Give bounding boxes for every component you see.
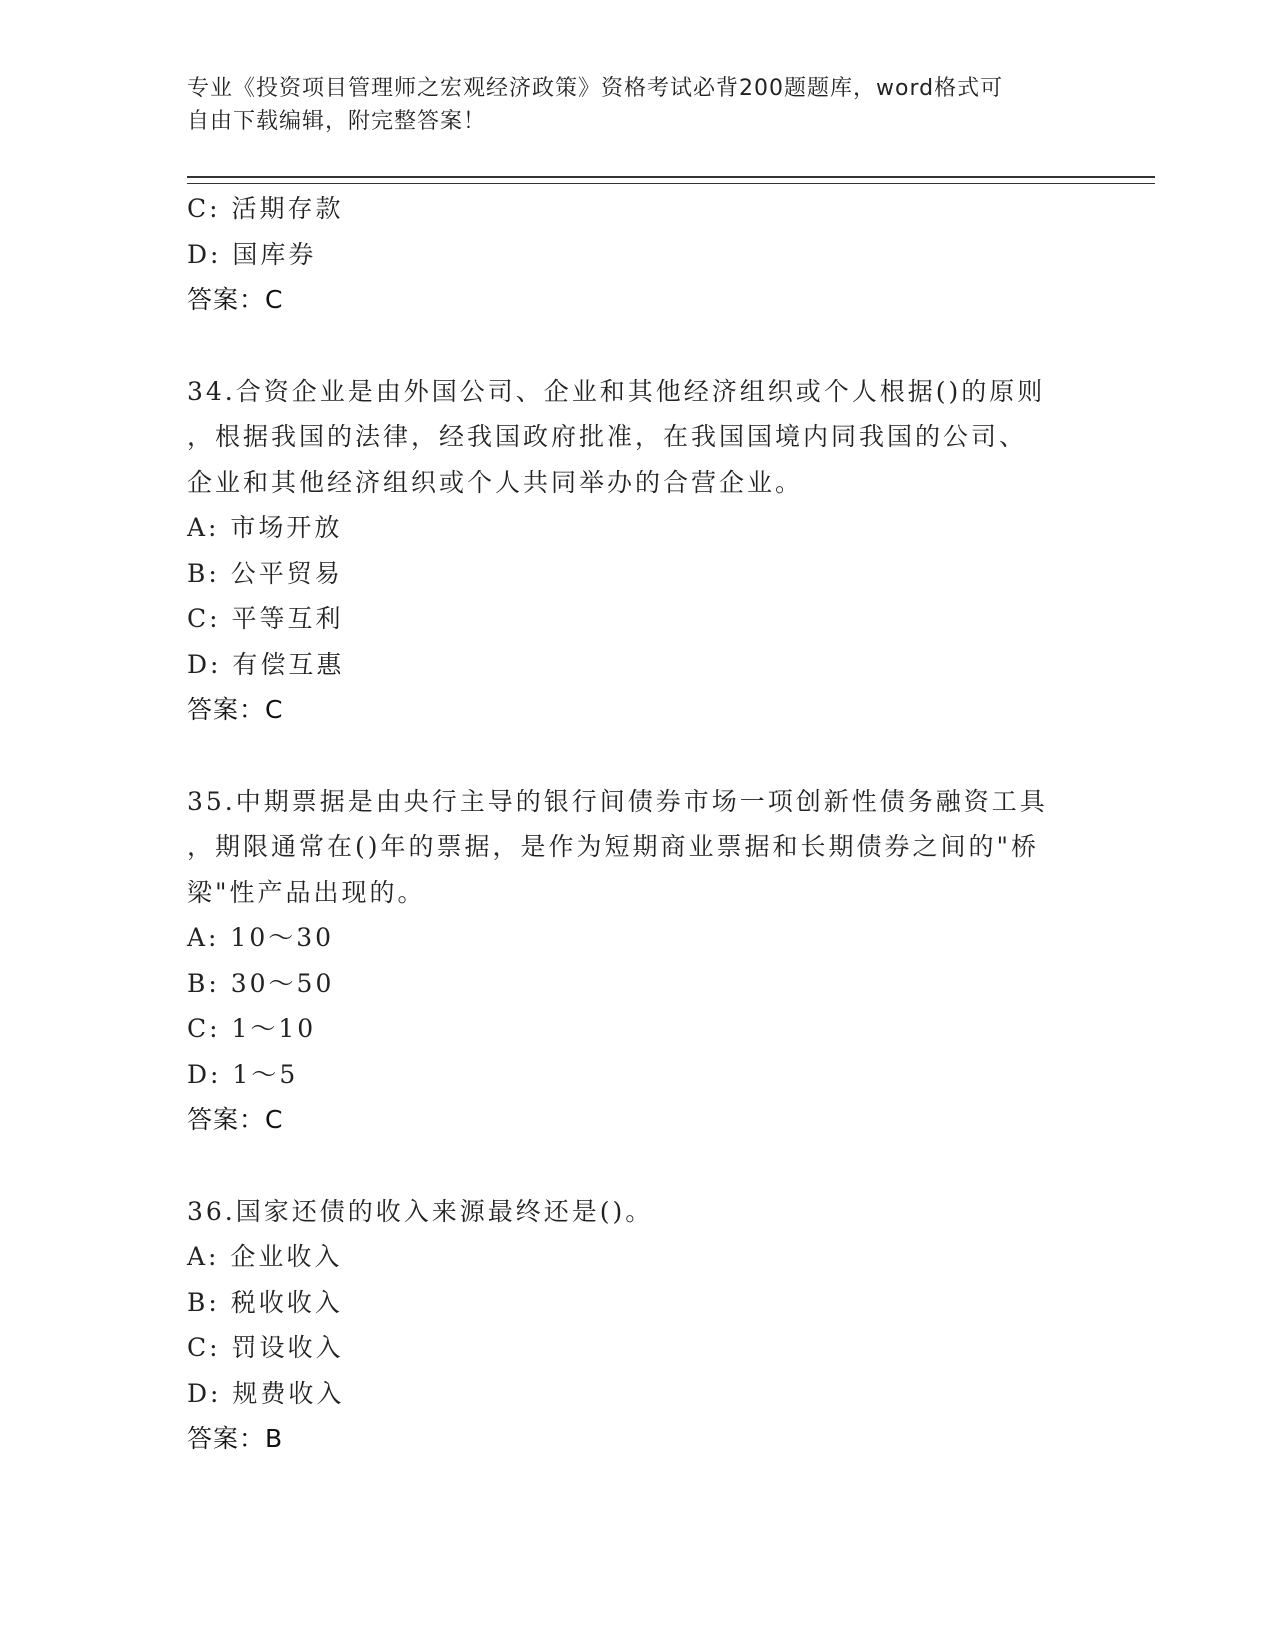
option-d: D: 1～5 bbox=[187, 1059, 299, 1089]
option-b: B: 30～50 bbox=[187, 968, 335, 998]
question-fragment-33 bbox=[187, 186, 1087, 323]
option-b: B: 公平贸易 bbox=[187, 558, 343, 588]
option-c: C: 活期存款 bbox=[187, 194, 344, 223]
option-a: A: 企业收入 bbox=[187, 1242, 343, 1271]
question-36 bbox=[187, 1189, 1087, 1462]
answer-line: 答案：C bbox=[187, 695, 284, 724]
option-a: A: 10～30 bbox=[187, 923, 335, 952]
question-stem-line: 36.国家还债的收入来源最终还是()。 bbox=[187, 1196, 654, 1226]
question-list bbox=[187, 186, 1087, 1462]
header-line-2: 自由下载编辑，附完整答案！ bbox=[187, 109, 487, 134]
document-header bbox=[187, 72, 1087, 138]
question-stem-line: ，期限通常在()年的票据，是作为短期商业票据和长期债券之间的"桥 bbox=[187, 832, 1040, 861]
option-a: A: 市场开放 bbox=[187, 513, 343, 542]
question-stem-line: 梁"性产品出现的。 bbox=[187, 877, 426, 907]
option-c: C: 1～10 bbox=[187, 1014, 317, 1043]
question-stem-line: 35.中期票据是由央行主导的银行间债券市场一项创新性债务融资工具 bbox=[187, 786, 1048, 816]
question-stem-line: ，根据我国的法律，经我国政府批准，在我国国境内同我国的公司、 bbox=[187, 422, 1028, 451]
answer-line: 答案：C bbox=[187, 285, 284, 314]
option-d: D: 国库券 bbox=[187, 239, 317, 269]
option-b: B: 税收收入 bbox=[187, 1287, 343, 1317]
option-d: D: 有偿互惠 bbox=[187, 649, 345, 679]
option-c: C: 平等互利 bbox=[187, 604, 344, 633]
question-stem-line: 34.合资企业是由外国公司、企业和其他经济组织或个人根据()的原则 bbox=[187, 376, 1046, 406]
header-rule-thin bbox=[187, 183, 1155, 184]
header-rule-thick bbox=[187, 176, 1155, 178]
question-34 bbox=[187, 369, 1087, 733]
question-stem-line: 企业和其他经济组织或个人共同举办的合营企业。 bbox=[187, 467, 804, 497]
header-line-1: 专业《投资项目管理师之宏观经济政策》资格考试必背200题题库，word格式可 bbox=[187, 76, 1004, 101]
option-c: C: 罚设收入 bbox=[187, 1333, 344, 1362]
answer-line: 答案：B bbox=[187, 1424, 284, 1453]
option-d: D: 规费收入 bbox=[187, 1378, 345, 1408]
answer-line: 答案：C bbox=[187, 1105, 284, 1134]
question-35 bbox=[187, 779, 1087, 1143]
